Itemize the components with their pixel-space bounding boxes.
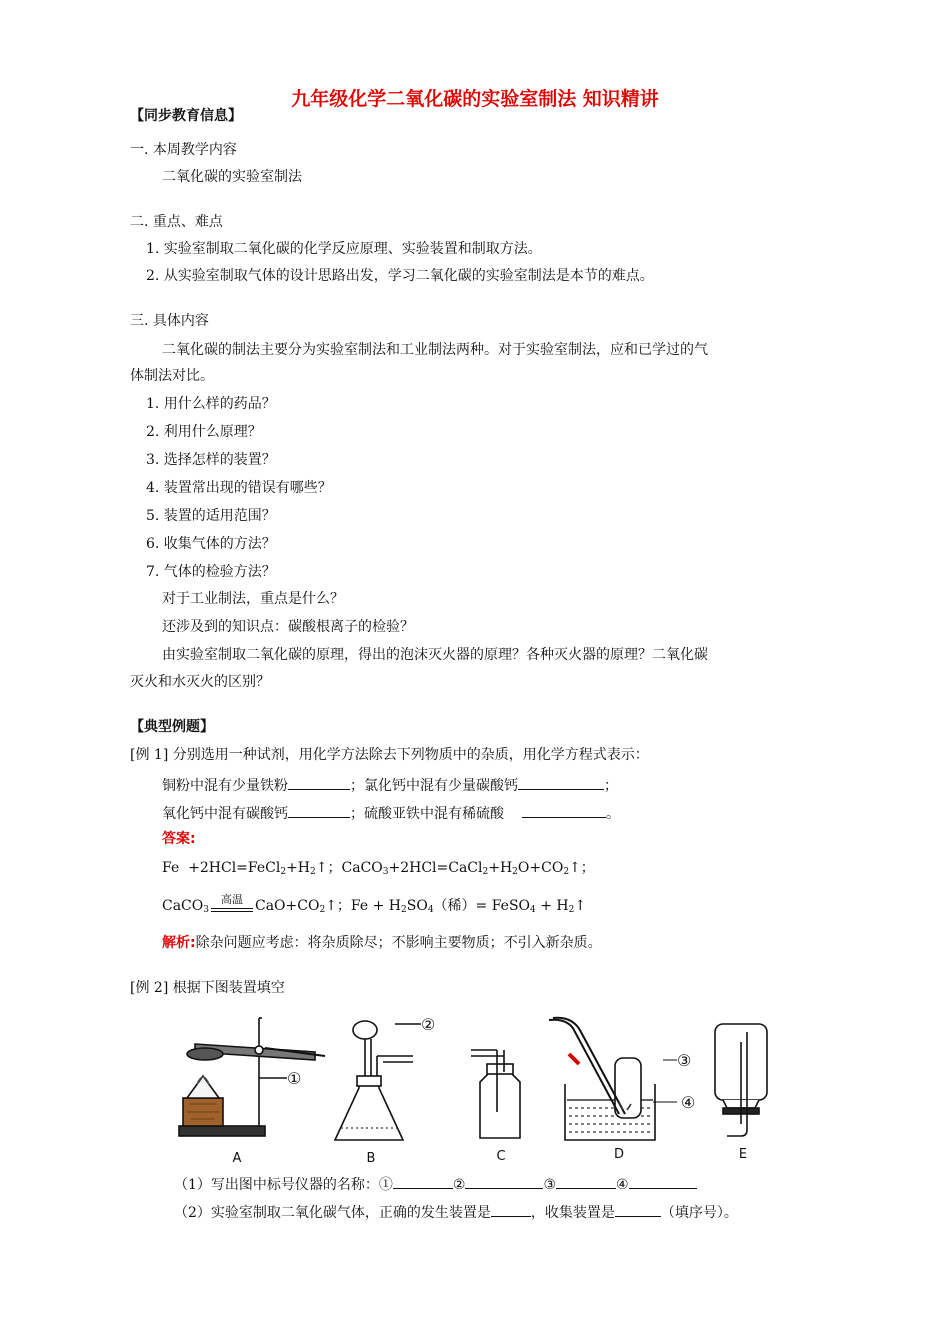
label-circle-4: ④ (681, 1093, 696, 1112)
label-circle-3: ③ (677, 1051, 692, 1070)
blank-collector[interactable] (615, 1200, 661, 1217)
section-3-heading: 三. 具体内容 (130, 313, 209, 329)
section-3-para1-line1: 二氧化碳的制法主要分为实验室制法和工业制法两种。对于实验室制法，应和已学过的气 (162, 342, 708, 358)
section-3-item-7: 7. 气体的检验方法？ (146, 564, 276, 580)
analysis-label: 解析: (162, 935, 196, 951)
blank-name-3[interactable] (556, 1172, 616, 1189)
label-circle-1: ① (287, 1069, 302, 1088)
answer-equation-1: $Fe +2HCl=FeCl_2+H_2↑$；$CaCO_3+2HCl=CaCl_2+H_2O+CO_2↑$； (162, 860, 595, 877)
example-1-stem: [例 1] 分别选用一种试剂，用化学方法除去下列物质中的杂质，用化学方程式表示： (130, 747, 649, 763)
blank-name-4[interactable] (629, 1172, 697, 1189)
examples-header: 【典型例题】 (130, 719, 214, 735)
section-3-item-4: 4. 装置常出现的错误有哪些？ (146, 480, 332, 496)
answer-equation-2: CaCO$_3$ 高温 $CaO+CO_2↑$；$Fe + H_2SO_4$（稀）= FeSO$_4$ + $H_2↑$ (162, 893, 587, 915)
example-1-row-1: 铜粉中混有少量铁粉 ；氯化钙中混有少量碳酸钙 ； (162, 773, 618, 796)
example-2-question-1: （1）写出图中标号仪器的名称：① ② ③ ④ (174, 1172, 697, 1195)
apparatus-figure (175, 1012, 795, 1164)
section-3-item-5: 5. 装置的适用范围？ (146, 508, 276, 524)
section-3-para2-line1: 由实验室制取二氧化碳的原理，得出的泡沫灭火器的原理？各种灭火器的原理？二氧化碳 (162, 647, 708, 663)
section-1-heading: 一. 本周教学内容 (130, 142, 237, 158)
section-3-item-2: 2. 利用什么原理？ (146, 424, 262, 440)
section-3-item-6: 6. 收集气体的方法？ (146, 536, 276, 552)
example-2-question-2: （2）实验室制取二氧化碳气体，正确的发生装置是 ，收集装置是 （填序号）。 (174, 1200, 738, 1223)
figure-label-d: D (613, 1147, 625, 1162)
question-industry: 对于工业制法，重点是什么？ (162, 591, 344, 607)
example-2-stem: [例 2] 根据下图装置填空 (130, 980, 285, 996)
page-title: 九年级化学二氧化碳的实验室制法 知识精讲 (291, 88, 659, 110)
section-2-heading: 二. 重点、难点 (130, 214, 223, 230)
section-2-item-1: 1. 实验室制取二氧化碳的化学反应原理、实验装置和制取方法。 (146, 241, 542, 257)
blank-name-2[interactable] (465, 1172, 543, 1189)
analysis-text: 除杂问题应考虑：将杂质除尽；不影响主要物质；不引入新杂质。 (195, 935, 602, 951)
apparatus-b (335, 1021, 421, 1140)
section-1-content: 二氧化碳的实验室制法 (162, 169, 302, 185)
figure-label-a: A (232, 1151, 242, 1164)
figure-label-e: E (738, 1147, 748, 1162)
apparatus-c (471, 1050, 520, 1138)
reaction-condition: 高温 (209, 896, 255, 916)
label-circle-2: ② (421, 1015, 436, 1034)
blank-4[interactable] (522, 801, 606, 818)
example-1-row-2: 氧化钙中混有碳酸钙 ；硫酸亚铁中混有稀硫酸 。 (162, 801, 620, 824)
blank-name-1[interactable] (393, 1172, 453, 1189)
figure-label-b: B (366, 1151, 376, 1164)
apparatus-e (715, 1024, 767, 1136)
apparatus-d (549, 1018, 655, 1140)
section-3-para1-line2: 体制法对比。 (130, 368, 214, 384)
question-knowledge: 还涉及到的知识点：碳酸根离子的检验？ (162, 619, 414, 635)
section-2-item-2: 2. 从实验室制取气体的设计思路出发，学习二氧化碳的实验室制法是本节的难点。 (146, 268, 654, 284)
answer-label: 答案: (162, 831, 196, 847)
sync-info-header: 【同步教育信息】 (130, 108, 242, 124)
section-3-para2-line2: 灭火和水灭火的区别？ (130, 674, 270, 690)
section-3-item-3: 3. 选择怎样的装置？ (146, 452, 276, 468)
analysis (162, 933, 602, 953)
blank-2[interactable] (518, 773, 604, 790)
blank-3[interactable] (288, 801, 350, 818)
blank-generator[interactable] (491, 1200, 531, 1217)
section-3-item-1: 1. 用什么样的药品？ (146, 396, 276, 412)
figure-label-c: C (496, 1149, 506, 1164)
apparatus-a (179, 1018, 325, 1136)
blank-1[interactable] (288, 773, 350, 790)
